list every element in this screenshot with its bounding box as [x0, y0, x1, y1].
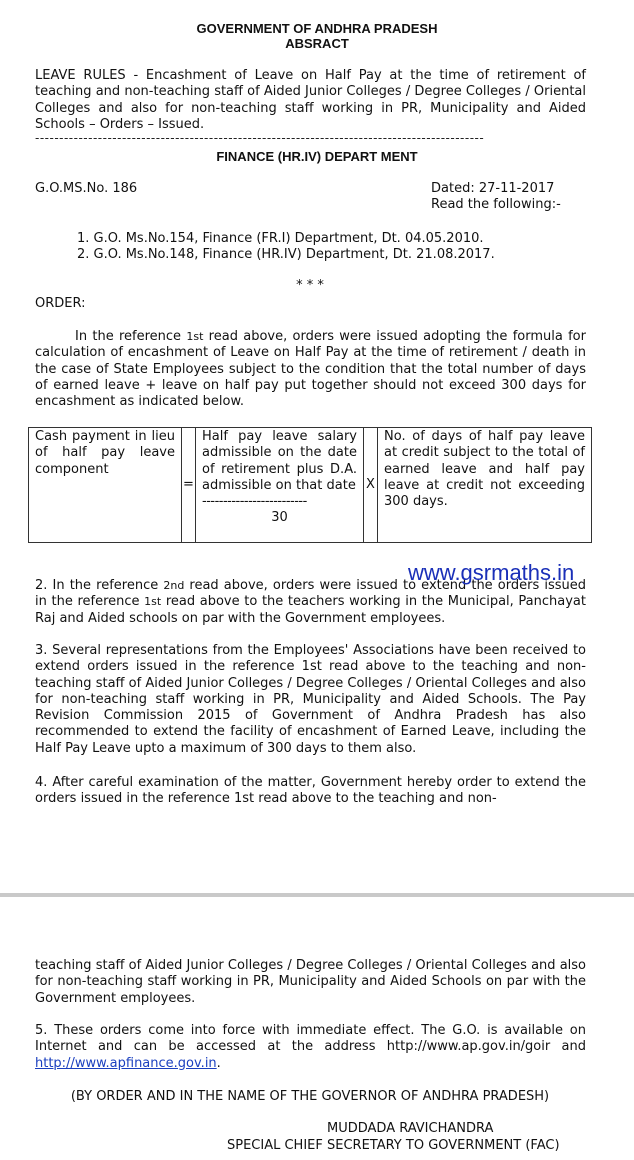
abstract-heading: ABSRACT: [285, 36, 349, 51]
separator-stars: * * *: [296, 278, 324, 293]
watermark-website: www.gsrmaths.in: [408, 560, 575, 585]
formula-cell-days: No. of days of half pay leave at credit subject to the total of earned leave and half pay leave at credit not exceeding 300 days.: [378, 428, 592, 543]
order-paragraph-3: 3. Several representations from the Employees' Associations have been received to extend orders issued in the reference 1st read above to the teaching and non-teaching staff of Aided Junior Colleges / Degree Colleges / Oriental Colleges and also for non-teaching staff working in PR, Municipality and Aided Schools. The Pay Revision Commission 2015 of Government of Andhra Pradesh has also recommended to extend the facility of encashment of Earned Leave, including the Half Pay Leave upto a maximum of 300 days to them also.: [35, 643, 586, 756]
order-paragraph-5: 5. These orders come into force with immediate effect. The G.O. is available on Internet and can be accessed at the address http://www.ap.gov.in/goir and http://www.apfinance.gov.in.: [35, 1023, 586, 1071]
department-title: FINANCE (HR.IV) DEPART MENT: [216, 149, 418, 164]
multiply-sign: X: [364, 428, 378, 543]
order-heading: ORDER:: [35, 296, 86, 311]
apfinance-link[interactable]: http://www.apfinance.gov.in: [35, 1055, 217, 1071]
reference-item: 1. G.O. Ms.No.154, Finance (FR.I) Department, Dt. 04.05.2010.: [77, 231, 484, 246]
abstract-text: LEAVE RULES - Encashment of Leave on Half Pay at the time of retirement of teaching and non-teaching staff of Aided Junior Colleges / Degree Colleges / Oriental Colleges and also for non-teaching staff working in PR, Municipality and Aided Schools – Orders – Issued.: [35, 68, 586, 132]
fraction-rule: -------------------------: [202, 494, 307, 510]
formula-cell-cash-payment: Cash payment in lieu of half pay leave component: [29, 428, 182, 543]
governor-order-line: (BY ORDER AND IN THE NAME OF THE GOVERNOR OF ANDHRA PRADESH): [70, 1089, 550, 1104]
equals-sign: =: [182, 428, 196, 543]
read-following: Read the following:-: [431, 197, 561, 212]
signatory-title: SPECIAL CHIEF SECRETARY TO GOVERNMENT (FAC): [227, 1138, 560, 1153]
order-paragraph-2: 2. In the reference 2nd read above, orders were issued to extend the orders issued in the reference 1st read above to the teachers working in the Municipal, Panchayat Raj and Aided schools on par with the Government employees.: [35, 578, 587, 626]
formula-cell-half-pay: Half pay leave salary admissible on the date of retirement plus D.A. admissible on that date ------------------------- 30: [196, 428, 364, 543]
order-paragraph-1: In the reference 1st read above, orders were issued adopting the formula for calculation of encashment of Leave on Half Pay at the time of retirement / death in the case of State Employees subject to the condition that the total number of days of earned leave + leave on half pay put together should not exceed 300 days for encashment as indicated below.: [35, 329, 586, 410]
go-number: G.O.MS.No. 186: [35, 181, 138, 196]
government-title: GOVERNMENT OF ANDHRA PRADESH: [196, 21, 438, 36]
reference-item: 2. G.O. Ms.No.148, Finance (HR.IV) Department, Dt. 21.08.2017.: [77, 247, 495, 262]
signatory-name: MUDDADA RAVICHANDRA: [327, 1121, 494, 1136]
separator-line: ---------------------------------------------------------------------------------------------: [35, 131, 485, 145]
fraction-denominator: 30: [271, 510, 288, 526]
formula-table: [28, 427, 592, 543]
go-date: Dated: 27-11-2017: [431, 181, 555, 196]
page-break: [0, 893, 634, 897]
order-paragraph-4-continued: teaching staff of Aided Junior Colleges / Degree Colleges / Oriental Colleges and also for non-teaching staff working in PR, Municipality and Aided Schools on par with the Government employees.: [35, 958, 586, 1006]
order-paragraph-4: 4. After careful examination of the matter, Government hereby order to extend the orders issued in the reference 1st read above to the teaching and non-: [35, 775, 586, 807]
